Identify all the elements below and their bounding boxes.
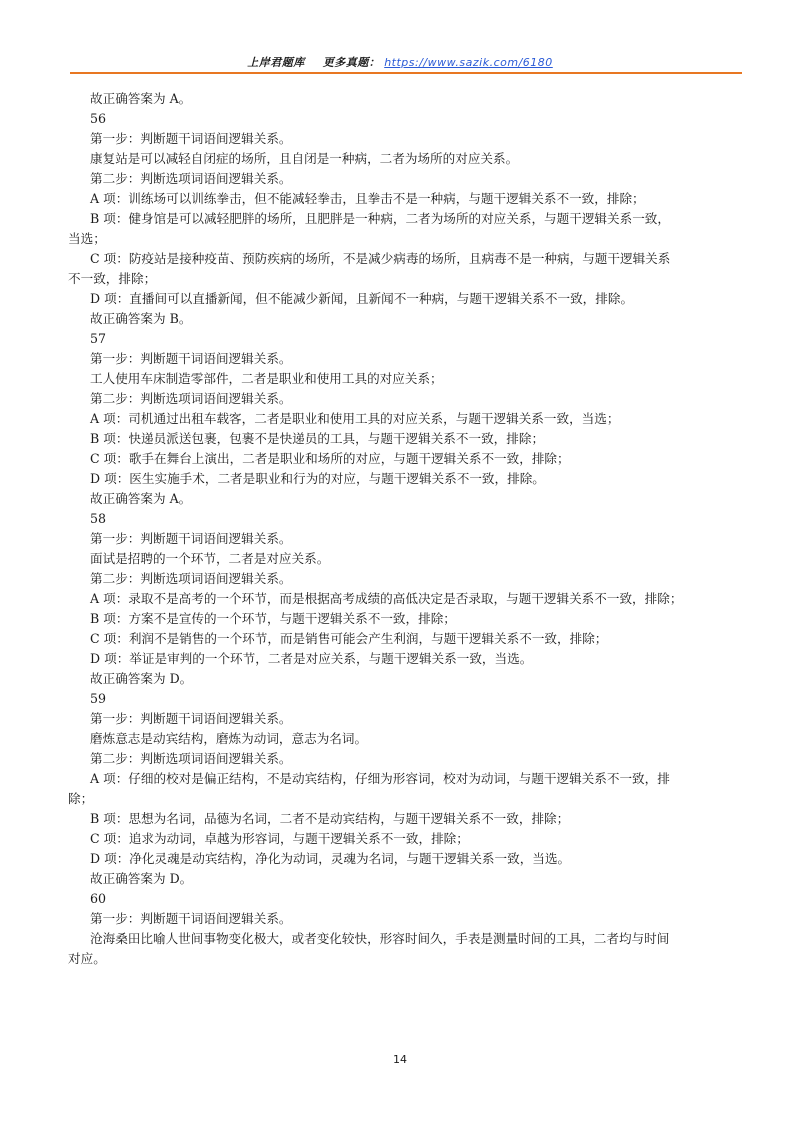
text-line: 面试是招聘的一个环节，二者是对应关系。 xyxy=(90,551,330,566)
page-number: 14 xyxy=(393,1053,407,1066)
text-line: 故正确答案为 A。 xyxy=(90,491,192,506)
text-line: 对应。 xyxy=(68,951,106,966)
text-line: 56 xyxy=(90,111,107,126)
text-line: B 项：方案不是宣传的一个环节，与题干逻辑关系不一致，排除； xyxy=(90,611,456,626)
text-line: B 项：思想为名词，品德为名词，二者不是动宾结构，与题干逻辑关系不一致，排除； xyxy=(90,811,570,826)
text-line: C 项：利润不是销售的一个环节，而是销售可能会产生利润，与题干逻辑关系不一致，排除； xyxy=(90,631,608,646)
text-line: 不一致，排除； xyxy=(68,271,157,286)
text-line: 故正确答案为 D。 xyxy=(90,871,193,886)
text-line: 除； xyxy=(68,791,94,806)
text-line: 第二步：判断选项词语间逻辑关系。 xyxy=(90,391,292,406)
header-brand: 上岸君题库 xyxy=(247,56,305,69)
text-line: D 项：医生实施手术，二者是职业和行为的对应，与题干逻辑关系不一致，排除。 xyxy=(90,471,545,486)
header-divider xyxy=(70,72,742,74)
text-line: D 项：直播间可以直播新闻，但不能减少新闻，且新闻不一种病，与题干逻辑关系不一致，排除。 xyxy=(90,291,634,306)
text-line: B 项：快递员派送包裹，包裹不是快递员的工具，与题干逻辑关系不一致，排除； xyxy=(90,431,545,446)
text-line: 故正确答案为 D。 xyxy=(90,671,193,686)
text-line: 康复站是可以减轻自闭症的场所，且自闭是一种病，二者为场所的对应关系。 xyxy=(90,151,519,166)
document-body xyxy=(68,89,744,969)
text-line: 第一步：判断题干词语间逻辑关系。 xyxy=(90,711,292,726)
text-line: 磨炼意志是动宾结构，磨炼为动词，意志为名词。 xyxy=(90,731,368,746)
text-line: 当选； xyxy=(68,231,106,246)
text-line: C 项：歌手在舞台上演出，二者是职业和场所的对应，与题干逻辑关系不一致，排除； xyxy=(90,451,570,466)
text-line: 第一步：判断题干词语间逻辑关系。 xyxy=(90,531,292,546)
text-line: A 项：仔细的校对是偏正结构，不是动宾结构，仔细为形容词，校对为动词，与题干逻辑关系不一致，排 xyxy=(90,771,670,786)
text-line: 第一步：判断题干词语间逻辑关系。 xyxy=(90,351,292,366)
text-line: C 项：防疫站是接种疫苗、预防疾病的场所，不是减少病毒的场所，且病毒不是一种病，与题干逻辑关系 xyxy=(90,251,671,266)
text-line: 58 xyxy=(90,511,107,526)
text-line: 沧海桑田比喻人世间事物变化极大，或者变化较快，形容时间久，手表是测量时间的工具，二者均与时间 xyxy=(90,931,670,946)
text-line: 第一步：判断题干词语间逻辑关系。 xyxy=(90,131,292,146)
text-line: D 项：净化灵魂是动宾结构，净化为动词，灵魂为名词，与题干逻辑关系一致，当选。 xyxy=(90,851,571,866)
text-line: D 项：举证是审判的一个环节，二者是对应关系，与题干逻辑关系一致，当选。 xyxy=(90,651,533,666)
text-line: 第二步：判断选项词语间逻辑关系。 xyxy=(90,171,292,186)
text-line: 59 xyxy=(90,691,107,706)
text-line: A 项：录取不是高考的一个环节，而是根据高考成绩的高低决定是否录取，与题干逻辑关系不一致，排除； xyxy=(90,591,683,606)
text-line: 第一步：判断题干词语间逻辑关系。 xyxy=(90,911,292,926)
text-line: 60 xyxy=(90,891,107,906)
text-line: 57 xyxy=(90,331,107,346)
header-label: 更多真题： xyxy=(322,56,381,69)
text-line: 工人使用车床制造零部件，二者是职业和使用工具的对应关系； xyxy=(90,371,443,386)
text-line: B 项：健身馆是可以减轻肥胖的场所，且肥胖是一种病，二者为场所的对应关系，与题干逻辑关系一致， xyxy=(90,211,670,226)
text-line: A 项：训练场可以训练拳击，但不能减轻拳击，且拳击不是一种病，与题干逻辑关系不一致，排除； xyxy=(90,191,645,206)
text-line: 故正确答案为 B。 xyxy=(90,311,192,326)
page-header xyxy=(0,54,800,70)
header-link[interactable]: https://www.sazik.com/6180 xyxy=(384,56,553,69)
text-line: 故正确答案为 A。 xyxy=(90,91,192,106)
text-line: A 项：司机通过出租车载客，二者是职业和使用工具的对应关系，与题干逻辑关系一致，当选； xyxy=(90,411,620,426)
text-line: 第二步：判断选项词语间逻辑关系。 xyxy=(90,571,292,586)
text-line: C 项：追求为动词，卓越为形容词，与题干逻辑关系不一致，排除； xyxy=(90,831,469,846)
text-line: 第二步：判断选项词语间逻辑关系。 xyxy=(90,751,292,766)
